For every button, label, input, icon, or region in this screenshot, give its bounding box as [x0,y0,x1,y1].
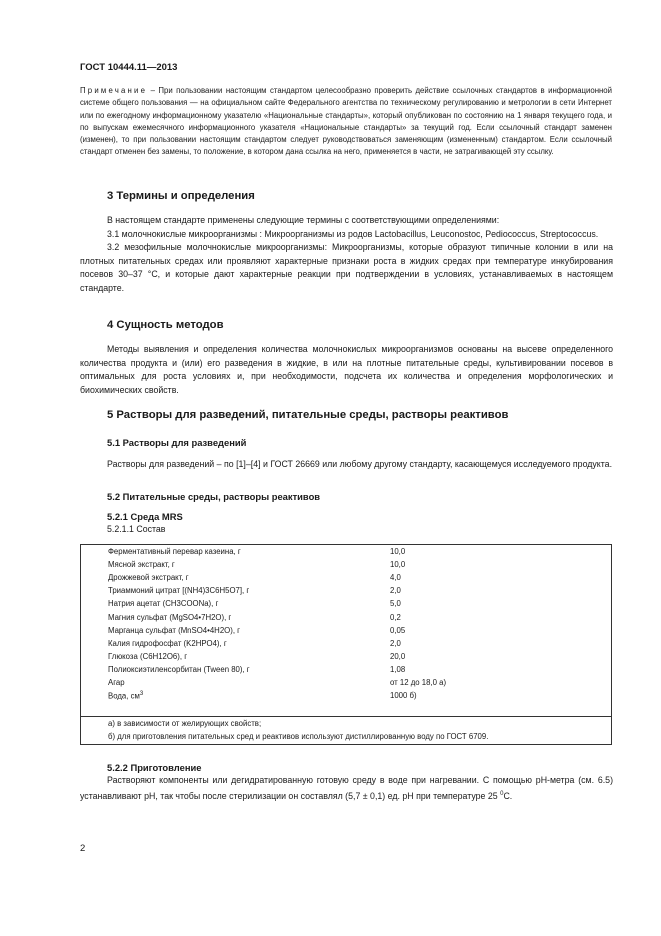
document-header: ГОСТ 10444.11—2013 [80,62,178,73]
prep-text-a: Растворяют компоненты или дегидратированную готовую среду в воде при нагревании. С помощью рН-метра (см. 6.5) устанавливают рН, так чтобы после стерилизации он составлял (5,7 ± 0,1) ед. рН при температуре 25 [80,775,613,801]
footnote-a: а) в зависимости от желирующих свойств; [108,719,262,728]
section-3-intro: В настоящем стандарте применены следующие термины с соответствующими определениями: [107,215,500,225]
table-row [80,545,612,558]
section-4-title: 4 Сущность методов [107,319,224,331]
table-row [80,689,612,702]
section-5-title: 5 Растворы для разведений, питательные среды, растворы реактивов [107,409,509,421]
section-3-body [80,214,613,296]
ingredient-amount: 4,0 [390,573,401,583]
ingredient-amount: от 12 до 18,0 а) [390,677,447,687]
section-5-2-2-title: 5.2.2 Приготовление [107,762,202,773]
section-5-2-1-1-title: 5.2.1.1 Состав [107,524,166,534]
prep-text-b: С. [503,790,513,801]
ingredient-amount: 2,0 [390,586,401,596]
ingredient-name: Ферментативный перевар казеина, г [108,547,241,557]
ingredient-name: Глюкоза (C6H12O6), г [108,651,188,661]
term-3-2: 3.2 мезофильные молочнокислые микроорганизмы: Микроорганизмы, которые образуют типичные колонии в или на плотных питательных средах или проявляют характерные признаки роста в жидких средах при температуре инкубирования посевов 30–37 °С, и которые дают характерные реакции при подтверждении в условиях, устанавливаемых в настоящем стандарте. [80,242,613,293]
ingredient-name: Полиоксиэтиленсорбитан (Tween 80), г [108,664,250,674]
table-row [80,650,612,663]
table-footnote-divider [80,716,612,717]
section-5-1-body [80,458,613,472]
ingredient-amount: 20,0 [390,651,406,661]
ingredient-name: Магния сульфат (MgSO4•7H2O), г [108,612,232,622]
ingredient-amount: 1,08 [390,664,406,674]
page-number: 2 [80,843,86,854]
table-row [80,584,612,597]
table-row [80,558,612,571]
section-4-body [80,343,613,397]
ingredient-name: Марганца сульфат (MnSO4•4H2O), г [108,625,240,635]
ingredient-name [80,689,390,702]
ingredient-amount: 10,0 [390,560,406,570]
section-5-2-2-text [80,774,613,803]
ingredient-amount: 2,0 [390,638,401,648]
ingredient-name: Триаммоний цитрат [(NH4)3C6H5O7], г [108,586,250,596]
section-4-text: Методы выявления и определения количества молочнокислых микроорганизмов основаны на высеве определенного количества продукта и (или) его разведения в жидкие, в или на плотные питательные среды, культивировании посевов в оптимальных для роста условиях и, при необходимости, подсчета их количества и определения морфологических и биохимических свойств. [80,344,613,395]
section-5-2-2-body [80,774,613,803]
ingredient-name: Натрия ацетат (CH3COONa), г [108,599,219,609]
table-row [80,597,612,610]
section-5-2-title: 5.2 Питательные среды, растворы реактивов [107,491,321,502]
ingredient-amount: 5,0 [390,599,401,609]
ingredient-amount: 10,0 [390,547,406,557]
water-label: Вода, см [108,691,140,701]
section-5-1-title: 5.1 Растворы для разведений [107,437,247,448]
ingredient-amount: 1000 б) [390,691,417,701]
section-3-title: 3 Термины и определения [107,190,255,202]
ingredient-amount: 0,2 [390,612,401,622]
section-5-2-1-title: 5.2.1 Среда MRS [107,511,183,522]
note-text: – При пользовании настоящим стандартом целесообразно проверить действие ссылочных стандартов в информационной системе общего пользования — на официальном сайте Федерального агентства по техническому регулированию и метрологии в сети Интернет или по ежегодному информационному указателю «Национальные стандарты», который опубликован по состоянию на 1 января текущего года, и по выпускам ежемесячного информационного указателя «Национальные стандарты» за текущий год. Если ссылочный стандарт заменен (изменен), то при пользовании настоящим стандартом следует руководствоваться заменяющим (измененным) стандартом. Если ссылочный стандарт отменен без замены, то положение, в котором дана ссылка на него, применяется в части, не затрагивающей эту ссылку. [80,86,612,157]
water-unit-sup: 3 [139,690,144,697]
prep-degree-sup: 0 [500,790,504,797]
ingredient-name: Агар [108,677,125,687]
table-row [80,610,612,623]
table-row [80,663,612,676]
ingredient-name: Мясной экстракт, г [108,560,175,570]
table-row [80,676,612,689]
composition-table [80,545,612,702]
ingredient-name: Калия гидрофосфат (K2HPO4), г [108,638,227,648]
note-lead: Примечание [80,86,148,95]
table-row [80,637,612,650]
ingredient-name: Дрожжевой экстракт, г [108,573,189,583]
table-row [80,571,612,584]
term-3-1: 3.1 молочнокислые микроорганизмы : Микроорганизмы из родов Lactobacillus, Leuconostoc, Pediococcus, Streptococcus. [107,228,599,239]
footnote-b: б) для приготовления питательных сред и реактивов используют дистиллированную воду по ГОСТ 6709. [108,732,489,741]
section-5-1-text: Растворы для разведений – по [1]–[4] и ГОСТ 26669 или любому другому стандарту, касающемуся исследуемого продукта. [107,459,613,469]
reference-note [80,85,612,159]
ingredient-amount: 0,05 [390,625,406,635]
table-row [80,624,612,637]
